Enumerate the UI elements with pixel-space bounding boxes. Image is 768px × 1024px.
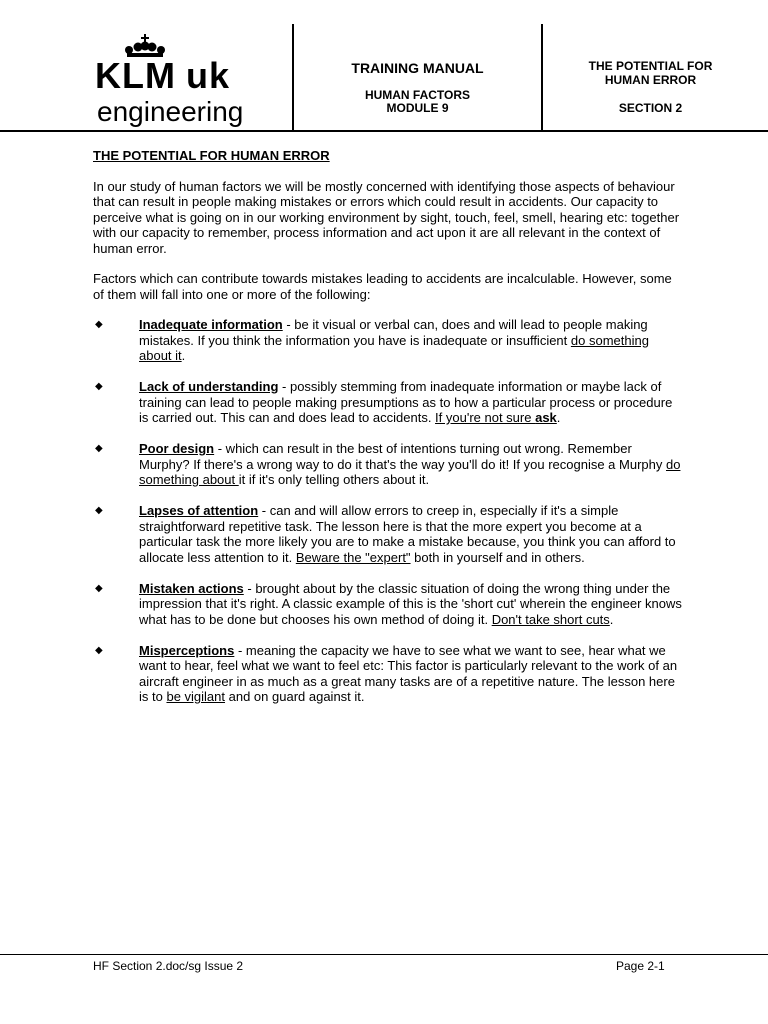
factor-text: - be it visual or verbal can, does and will lead to people making mistakes. If you think the information you have is inadequate or insufficient	[139, 317, 648, 348]
factor-emphasis: If you're not sure	[435, 410, 536, 425]
factors-paragraph: Factors which can contribute towards mistakes leading to accidents are incalculable. However, some of them will fall into one or more of the following:	[93, 271, 672, 302]
factor-term: Lack of understanding	[139, 379, 279, 394]
diamond-bullet-icon: ◆	[95, 582, 103, 594]
factor-term: Lapses of attention	[139, 503, 259, 518]
diamond-bullet-icon: ◆	[95, 505, 103, 516]
factor-term: Misperceptions	[139, 642, 235, 658]
footer-document-ref: HF Section 2.doc/sg Issue 2	[93, 959, 244, 973]
factor-emphasis: Don't take short cuts	[491, 611, 610, 627]
manual-subject: HUMAN FACTORS	[364, 88, 471, 102]
factor-text: - possibly stemming from inadequate information or maybe lack of training can lead to people making presumptions as to how a particular process or procedure is carried out. This can and does lead to accidents.	[139, 379, 673, 425]
factor-emphasis: Beware the "expert"	[295, 549, 411, 565]
header-bottom-rule	[0, 130, 768, 132]
manual-module: MODULE 9	[386, 101, 449, 115]
section-title-line-2: HUMAN ERROR	[604, 73, 697, 87]
list-item	[93, 503, 683, 565]
section-number: SECTION 2	[618, 101, 683, 115]
factor-term: Mistaken actions	[139, 580, 244, 596]
page-heading: THE POTENTIAL FOR HUMAN ERROR	[93, 148, 330, 163]
section-title-line-1: THE POTENTIAL FOR	[588, 59, 713, 73]
intro-paragraph: In our study of human factors we will be mostly concerned with identifying those aspects of behaviour that can result in people making mistakes or errors which could result in accidents. Our capacity to perceive what is going on in our working environment by sight, touch, feel, smell, hearing etc: together with our capacity to remember, process information and act upon it are all relevant in the context of human error.	[93, 178, 680, 256]
list-item	[93, 581, 683, 628]
factor-text-end: both in yourself and in others.	[410, 549, 585, 565]
list-item	[93, 379, 683, 426]
logo-brand-suffix: uk	[185, 55, 230, 96]
error-factors-list	[93, 317, 683, 705]
factor-text-end: .	[609, 611, 614, 627]
list-item	[93, 317, 683, 364]
manual-title: TRAINING MANUAL	[351, 60, 484, 76]
logo-brand: KLM	[95, 55, 176, 96]
diamond-bullet-icon: ◆	[95, 644, 103, 656]
diamond-bullet-icon: ◆	[95, 443, 103, 454]
logo-division: engineering	[97, 96, 244, 127]
footer-rule	[0, 954, 768, 955]
list-item	[93, 643, 683, 705]
document-body	[93, 148, 683, 720]
factor-text: - brought about by the classic situation of doing the wrong thing under the impression that it's right. A classic example of this is the 'short cut' wherein the engineer knows what has to be done but chooses his own method of doing it.	[139, 580, 682, 627]
diamond-bullet-icon: ◆	[95, 319, 103, 330]
factor-text-end: .	[556, 410, 561, 425]
factor-emphasis: do something about it	[139, 332, 649, 363]
klm-uk-logo	[95, 34, 285, 130]
factor-emphasis-bold: ask	[535, 410, 557, 425]
list-item	[93, 441, 683, 488]
factor-text: - can and will allow errors to creep in, especially if it's a simple straightforward repetitive task. The lesson here is that the more expert you become at a particular task the more likely you are to make a mistake because, you think you can afford to allocate less attention to it.	[139, 503, 676, 565]
factor-text: - which can result in the best of intentions turning out wrong. Remember Murphy? If there's a wrong way to do it that's the way you'll do it! If you recognise a Murphy	[139, 441, 666, 472]
logo-wordmark	[95, 56, 230, 96]
factor-term: Inadequate information	[139, 317, 283, 332]
factor-text: - meaning the capacity we have to see what we want to see, hear what we want to hear, feel what we want to feel etc: This factor is particularly relevant to the work of an aircraft engineer in as much as a great many tasks are of a repetitive nature. The lesson here is to	[139, 642, 678, 704]
factor-text-end: and on guard against it.	[225, 689, 365, 704]
factor-emphasis: be vigilant	[166, 689, 226, 704]
factor-term: Poor design	[139, 441, 215, 456]
factor-text-end: it if it's only telling others about it.	[238, 472, 430, 487]
factor-emphasis: do something about	[139, 456, 681, 487]
footer-page-number: Page 2-1	[616, 959, 665, 973]
diamond-bullet-icon: ◆	[95, 381, 103, 392]
factor-text-end: .	[181, 348, 186, 363]
